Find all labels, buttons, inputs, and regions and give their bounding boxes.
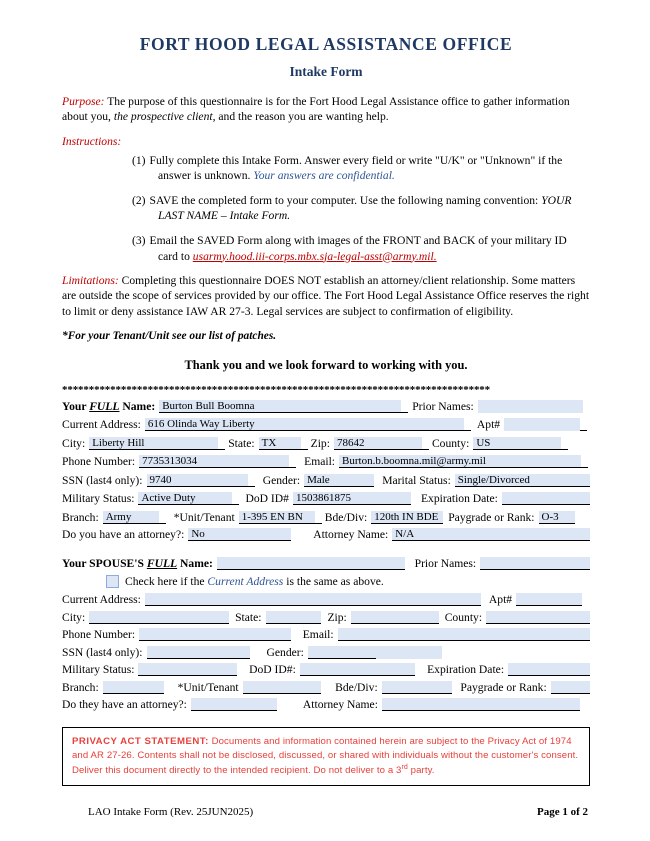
instruction-number: (1) bbox=[132, 153, 146, 167]
client-branch-label: Branch: bbox=[62, 510, 99, 524]
row-tick bbox=[422, 436, 429, 450]
instruction-text-1: SAVE the completed form to your computer. Use the following naming convention: bbox=[149, 193, 539, 207]
spouse-county-label: County: bbox=[444, 610, 483, 624]
spouse-city-input[interactable] bbox=[89, 611, 229, 624]
client-prior-names-input[interactable] bbox=[478, 400, 583, 413]
spouse-milstatus-label: Military Status: bbox=[62, 663, 135, 677]
spouse-ssn-row-filler bbox=[376, 646, 442, 659]
spouse-expiration-input[interactable] bbox=[508, 663, 590, 676]
spouse-address-row bbox=[62, 593, 590, 606]
spouse-milstatus-input[interactable] bbox=[138, 663, 237, 676]
row-tick bbox=[232, 491, 239, 505]
spouse-attorney-question-label: Do they have an attorney?: bbox=[62, 698, 187, 712]
purpose-label: Purpose: bbox=[62, 95, 105, 108]
tenant-note: *For your Tenant/Unit see our list of patches. bbox=[62, 329, 277, 342]
spouse-name-row bbox=[62, 557, 590, 570]
spouse-bde-label: Bde/Div: bbox=[335, 680, 378, 694]
client-bde-label: Bde/Div: bbox=[324, 510, 368, 524]
limitations-label: Limitations: bbox=[62, 274, 119, 288]
client-attorney-question-label: Do you have an attorney?: bbox=[62, 528, 185, 542]
client-paygrade-input[interactable]: O-3 bbox=[539, 511, 575, 524]
client-phone-input[interactable]: 7735313034 bbox=[139, 455, 289, 468]
instruction-item bbox=[62, 193, 590, 224]
spouse-phone-label: Phone Number: bbox=[62, 628, 136, 642]
instruction-number: (2) bbox=[132, 193, 146, 207]
instruction-item bbox=[62, 153, 590, 184]
spouse-ssn-input[interactable] bbox=[147, 646, 250, 659]
client-paygrade-label: Paygrade or Rank: bbox=[448, 510, 535, 524]
instruction-item bbox=[62, 233, 590, 264]
client-expiration-label: Expiration Date: bbox=[420, 492, 498, 506]
client-city-input[interactable]: Liberty Hill bbox=[89, 437, 218, 450]
spouse-ssn-label: SSN (last4 only): bbox=[62, 645, 143, 659]
page-footer bbox=[88, 806, 588, 818]
client-name-input[interactable]: Burton Bull Boomna bbox=[159, 400, 401, 413]
same-address-checkbox[interactable] bbox=[106, 575, 119, 588]
spouse-phone-input[interactable] bbox=[139, 628, 291, 641]
spouse-attorney-name-label: Attorney Name: bbox=[302, 698, 378, 712]
client-name-label bbox=[62, 400, 159, 413]
spouse-same-address-row[interactable] bbox=[62, 575, 590, 588]
same-address-text-2: is the same as above. bbox=[286, 575, 384, 589]
row-tick bbox=[561, 436, 568, 450]
client-branch-input[interactable]: Army bbox=[103, 511, 159, 524]
spouse-county-input[interactable] bbox=[486, 611, 590, 624]
privacy-act-ordinal: rd bbox=[401, 763, 408, 771]
footer-page-number: Page 1 of 2 bbox=[536, 806, 588, 818]
client-name-row bbox=[62, 399, 590, 413]
spouse-email-label: Email: bbox=[302, 628, 334, 642]
spouse-apt-label: Apt# bbox=[488, 593, 513, 607]
same-address-text-1: Check here if the bbox=[125, 575, 205, 589]
client-branch-row bbox=[62, 510, 590, 524]
row-tick bbox=[301, 436, 308, 450]
client-military-status-row bbox=[62, 491, 590, 505]
client-zip-label: Zip: bbox=[310, 436, 330, 450]
instruction-emphasis: YOUR LAST NAME – Intake Form. bbox=[158, 193, 572, 223]
client-county-input[interactable]: US bbox=[473, 437, 561, 450]
client-bde-input[interactable]: 120th IN BDE bbox=[371, 511, 443, 524]
spouse-name-label-full: FULL bbox=[146, 557, 178, 571]
client-prior-names-label: Prior Names: bbox=[412, 399, 474, 413]
spouse-branch-row bbox=[62, 681, 590, 694]
client-marital-input[interactable]: Single/Divorced bbox=[455, 474, 590, 487]
page-subtitle: Intake Form bbox=[289, 64, 363, 79]
privacy-act-text-1: Documents and information contained herein are subject to the Privacy Act of 1974 and AR 27-26. Contents shall not be disclosed, discussed, or shared with individuals without the customer's consent. Deliver this document directly to the intended recipient. Do not deliver to a 3 bbox=[72, 736, 579, 776]
client-ssn-label: SSN (last4 only): bbox=[62, 473, 143, 487]
spouse-name-input[interactable] bbox=[217, 557, 405, 570]
limitations-paragraph bbox=[62, 273, 590, 319]
spouse-paygrade-input[interactable] bbox=[551, 681, 590, 694]
spouse-branch-label: Branch: bbox=[62, 680, 99, 694]
client-milstatus-input[interactable]: Active Duty bbox=[138, 492, 232, 505]
footer-form-id: LAO Intake Form (Rev. 25JUN2025) bbox=[88, 806, 254, 818]
client-attorney-name-input[interactable]: N/A bbox=[392, 528, 590, 541]
client-name-label-full: FULL bbox=[89, 399, 120, 413]
client-gender-input[interactable]: Male bbox=[304, 474, 374, 487]
instructions-label: Instructions: bbox=[62, 134, 122, 148]
instructions-label-row bbox=[62, 134, 590, 149]
spouse-ssn-row bbox=[62, 646, 590, 659]
instructions-list bbox=[62, 153, 590, 264]
row-tick bbox=[159, 510, 166, 524]
row-tick bbox=[315, 510, 322, 524]
page-title: FORT HOOD LEGAL ASSISTANCE OFFICE bbox=[139, 34, 513, 54]
client-apt-label: Apt# bbox=[476, 418, 501, 432]
spouse-unit-label: *Unit/Tenant bbox=[177, 680, 239, 694]
client-phone-row bbox=[62, 454, 590, 468]
spouse-prior-names-label: Prior Names: bbox=[414, 557, 477, 571]
client-attorney-question-input[interactable]: No bbox=[188, 528, 291, 541]
spouse-name-label-3: Name: bbox=[180, 557, 213, 571]
spouse-apt-input[interactable] bbox=[516, 593, 582, 606]
spouse-address-input[interactable] bbox=[145, 593, 481, 606]
client-expiration-input[interactable] bbox=[502, 492, 590, 505]
spouse-address-label: Current Address: bbox=[62, 593, 141, 607]
client-email-label: Email: bbox=[304, 455, 336, 469]
row-tick bbox=[218, 436, 225, 450]
client-ssn-input[interactable]: 9740 bbox=[147, 474, 248, 487]
spouse-prior-names-input[interactable] bbox=[480, 557, 590, 570]
row-tick bbox=[289, 454, 296, 468]
row-tick bbox=[401, 399, 408, 413]
instruction-text-1: Fully complete this Intake Form. Answer every field or write "U/K" or "Unknown" if the answer is unknown. bbox=[149, 153, 563, 183]
spouse-branch-input[interactable] bbox=[103, 681, 164, 694]
row-tick bbox=[580, 417, 587, 431]
client-address-label: Current Address: bbox=[62, 418, 141, 432]
client-state-input[interactable]: TX bbox=[259, 437, 301, 450]
client-gender-label: Gender: bbox=[262, 473, 301, 487]
spouse-city-row bbox=[62, 611, 590, 624]
spouse-paygrade-label: Paygrade or Rank: bbox=[460, 680, 547, 694]
client-address-row bbox=[62, 417, 590, 431]
purpose-text-1: The purpose of this questionnaire is for the Fort Hood Legal Assistance office to gather information about you, bbox=[62, 95, 570, 124]
client-dodid-input[interactable]: 1503861875 bbox=[293, 492, 411, 505]
client-phone-label: Phone Number: bbox=[62, 455, 136, 469]
same-address-emphasis: Current Address bbox=[207, 575, 284, 589]
spouse-dodid-label: DoD ID#: bbox=[249, 663, 296, 677]
privacy-act-statement bbox=[62, 727, 590, 786]
instruction-text-1: Email the SAVED Form along with images of the FRONT and BACK of your military ID card to bbox=[149, 234, 567, 263]
client-city-label: City: bbox=[62, 436, 86, 450]
client-attorney-row bbox=[62, 528, 590, 541]
client-form-section bbox=[62, 399, 590, 542]
client-milstatus-label: Military Status: bbox=[62, 492, 135, 506]
spouse-unit-input[interactable] bbox=[243, 681, 322, 694]
spouse-gender-input[interactable] bbox=[308, 646, 376, 659]
spouse-dodid-input[interactable] bbox=[300, 663, 415, 676]
section-divider: ******************************************************************************** bbox=[62, 383, 491, 396]
spouse-state-label: State: bbox=[235, 610, 262, 624]
client-unit-input[interactable]: 1-395 EN BN bbox=[239, 511, 315, 524]
spouse-attorney-name-input[interactable] bbox=[382, 698, 580, 711]
privacy-act-title: PRIVACY ACT STATEMENT: bbox=[72, 736, 209, 748]
row-tick bbox=[464, 417, 471, 431]
spouse-form-section bbox=[62, 557, 590, 711]
spouse-state-input[interactable] bbox=[266, 611, 322, 624]
spouse-email-input[interactable] bbox=[338, 628, 590, 641]
spouse-attorney-question-input[interactable] bbox=[191, 698, 277, 711]
client-name-label-3: Name: bbox=[122, 399, 156, 413]
client-state-label: State: bbox=[228, 436, 255, 450]
spouse-expiration-label: Expiration Date: bbox=[427, 663, 505, 677]
purpose-paragraph bbox=[62, 94, 590, 125]
client-zip-input[interactable]: 78642 bbox=[334, 437, 422, 450]
spouse-name-label bbox=[62, 557, 217, 570]
limitations-text: Completing this questionnaire DOES NOT establish an attorney/client relationship. Some matters are outside the scope of services provided by our office. The Fort Hood Legal Assistance Office reserves the right to limit or deny assistance IAW AR 27-3. Legal services are subject to confirmation of eligibility. bbox=[62, 274, 590, 318]
purpose-emphasis: the prospective client, bbox=[113, 110, 216, 124]
client-email-input[interactable]: Burton.b.boomna.mil@army.mil bbox=[339, 455, 581, 468]
row-tick bbox=[581, 454, 588, 468]
spouse-phone-row bbox=[62, 628, 590, 641]
purpose-text-2: and the reason you are wanting help. bbox=[218, 110, 389, 124]
instruction-number: (3) bbox=[132, 234, 146, 248]
client-unit-label: *Unit/Tenant bbox=[173, 510, 235, 524]
spouse-bde-input[interactable] bbox=[382, 681, 453, 694]
client-name-label-1: Your bbox=[62, 399, 87, 413]
spouse-zip-input[interactable] bbox=[351, 611, 439, 624]
client-dodid-label: DoD ID# bbox=[245, 492, 289, 506]
spouse-gender-label: Gender: bbox=[266, 645, 304, 659]
spouse-city-label: City: bbox=[62, 610, 86, 624]
privacy-act-text-2: party. bbox=[407, 764, 435, 776]
spouse-zip-label: Zip: bbox=[327, 610, 347, 624]
client-ssn-row bbox=[62, 473, 590, 487]
thank-you-message: Thank you and we look forward to working with you. bbox=[184, 357, 468, 372]
instruction-emphasis: Your answers are confidential. bbox=[253, 169, 395, 183]
client-county-label: County: bbox=[431, 436, 470, 450]
client-city-row bbox=[62, 436, 590, 450]
client-apt-input[interactable] bbox=[504, 418, 580, 431]
client-address-input[interactable]: 616 Olinda Way Liberty bbox=[145, 418, 464, 431]
spouse-military-status-row bbox=[62, 663, 590, 676]
client-marital-label: Marital Status: bbox=[382, 473, 451, 487]
spouse-name-label-1: Your SPOUSE'S bbox=[62, 557, 144, 571]
legal-assistance-email-link[interactable]: usarmy.hood.iii-corps.mbx.sja-legal-asst@army.mil. bbox=[192, 249, 437, 263]
row-tick bbox=[248, 473, 255, 487]
spouse-attorney-row bbox=[62, 698, 590, 711]
client-attorney-name-label: Attorney Name: bbox=[313, 528, 389, 542]
